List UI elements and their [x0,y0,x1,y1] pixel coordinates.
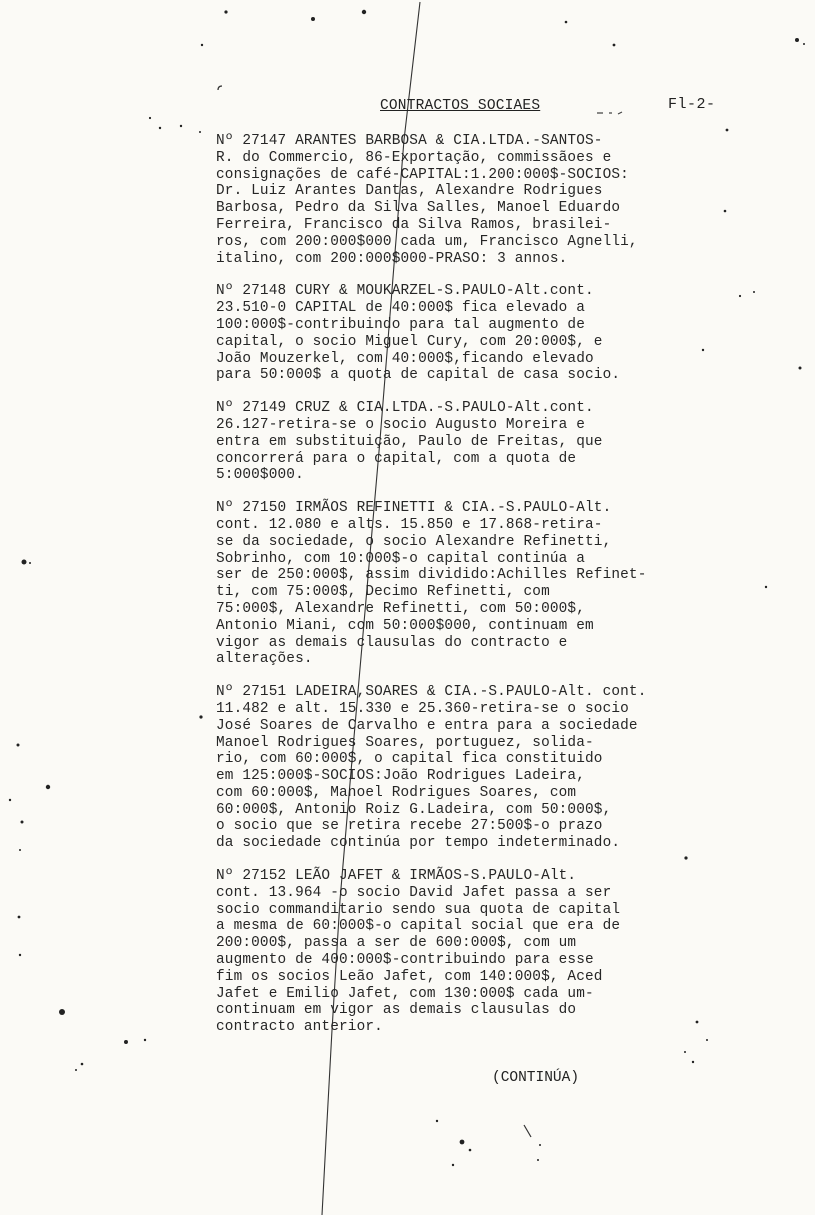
continua-note: (CONTINÚA) [492,1070,580,1086]
entry-27150: Nº 27150 IRMÃOS REFINETTI & CIA.-S.PAULO-Alt. cont. 12.080 e alts. 15.850 e 17.868-retira- se da sociedade, o socio Alexandre Refinetti, Sobrinho, com 10:000$-o capital continúa a ser de 250:000$, assim dividido:Achilles Refinet- ti, com 75:000$, Decimo Refinetti, com 75:000$, Alexandre Refinetti, com 50:000$, Antonio Miani, com 50:000$000, continuam em vigor as demais clausulas do contracto e alterações. [216,500,647,668]
scan-mark [218,86,222,90]
entry-27147: Nº 27147 ARANTES BARBOSA & CIA.LTDA.-SANTOS- R. do Commercio, 86-Exportação, commissãoes e consignações de café-CAPITAL:1.200:000$-SOCIOS: Dr. Luiz Arantes Dantas, Alexandre Rodrigues Barbosa, Pedro da Silva Salles, Manoel Eduardo Ferreira, Francisco da Silva Ramos, brasilei- ros, com 200:000$000 cada um, Francisco Agnelli, italino, com 200:000$000-PRASO: 3 annos. [216,133,638,267]
scan-mark [524,1125,531,1137]
header-tick-marks [597,112,622,114]
page-title: CONTRACTOS SOCIAES [380,98,541,114]
entry-27149: Nº 27149 CRUZ & CIA.LTDA.-S.PAULO-Alt.cont. 26.127-retira-se o socio Augusto Moreira e entra em substituição, Paulo de Freitas, que concorrerá para o capital, com a quota de 5:000$000. [216,400,603,484]
folio-number: Fl-2- [668,96,716,113]
contract-entries [216,133,716,1052]
entry-27152: Nº 27152 LEÃO JAFET & IRMÃOS-S.PAULO-Alt. cont. 13.964 -o socio David Jafet passa a ser socio commanditario sendo sua quota de capital a mesma de 60:000$-o capital social que era de 200:000$, passa a ser de 600:000$, com um augmento de 400:000$-contribuindo para esse fim os socios Leão Jafet, com 140:000$, Aced Jafet e Emilio Jafet, com 130:000$ cada um- continuam em vigor as demais clausulas do contracto anterior. [216,868,621,1036]
entry-27151: Nº 27151 LADEIRA,SOARES & CIA.-S.PAULO-Alt. cont. 11.482 e alt. 15.330 e 25.360-retira-se o socio José Soares de Carvalho e entra para a sociedade Manoel Rodrigues Soares, portuguez, solida- rio, com 60:000$, o capital fica constituido em 125:000$-SOCIOS:João Rodrigues Ladeira, com 60:000$, Manoel Rodrigues Soares, com 60:000$, Antonio Roiz G.Ladeira, com 50:000$, o socio que se retira recebe 27:500$-o prazo da sociedade continúa por tempo indeterminado. [216,684,647,852]
entry-27148: Nº 27148 CURY & MOUKARZEL-S.PAULO-Alt.cont. 23.510-0 CAPITAL de 40:000$ fica elevado a 100:000$-contribuindo para tal augmento de capital, o socio Miguel Cury, com 20:000$, e João Mouzerkel, com 40:000$,ficando elevado para 50:000$ a quota de capital de casa socio. [216,283,621,384]
